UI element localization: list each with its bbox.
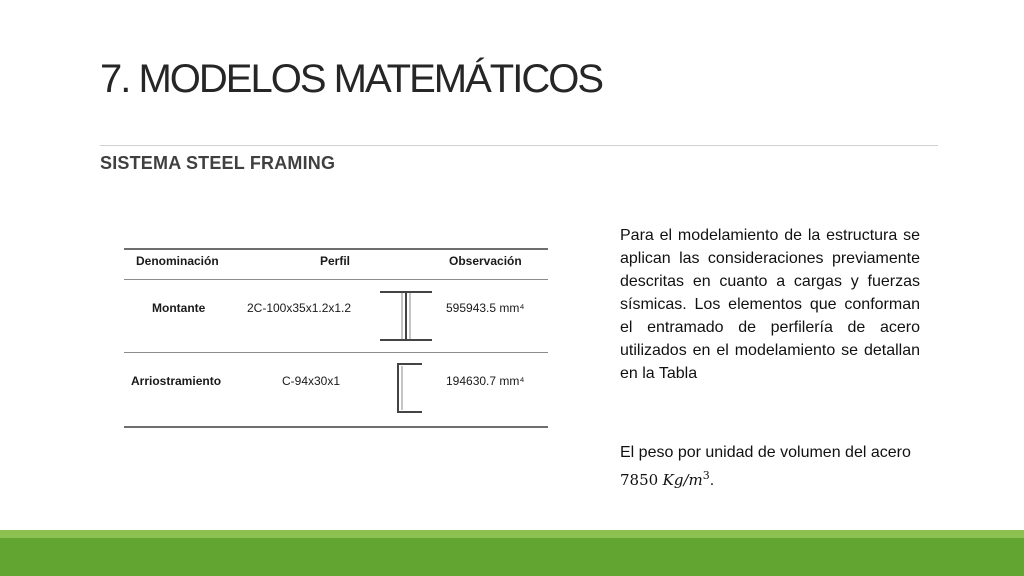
table-header-rule <box>124 279 548 280</box>
density-suffix: . <box>709 472 715 489</box>
table-cell-denominacion: Montante <box>152 301 206 315</box>
table-cell-observacion: 595943.5 mm⁴ <box>446 301 525 315</box>
table-header-denominacion: Denominación <box>136 254 219 268</box>
density-unit: Kg/m <box>662 471 703 489</box>
density-unit-exponent: 3 <box>702 469 710 482</box>
table-row-divider <box>124 352 548 353</box>
c-section-icon <box>392 362 426 416</box>
table-cell-perfil: 2C-100x35x1.2x1.2 <box>247 301 352 315</box>
title-divider <box>100 145 938 146</box>
description-paragraph: Para el modelamiento de la estructura se aplican las consideraciones previamente descritas en cuanto a cargas y fuerzas sísmicas. Los elementos que conforman el entramado de perfilería de acero utilizados en el modelamiento se detallan en la Tabla <box>620 227 920 382</box>
density-paragraph <box>620 441 920 492</box>
density-value: 7850 <box>620 471 659 489</box>
footer-band-light <box>0 530 1024 538</box>
slide-title: 7. MODELOS MATEMÁTICOS <box>100 57 602 101</box>
profiles-table <box>124 248 548 428</box>
table-cell-denominacion: Arriostramiento <box>131 374 222 388</box>
density-prefix: El peso por unidad de volumen del acero <box>620 444 911 461</box>
table-header-observacion: Observación <box>449 254 522 268</box>
double-c-section-icon <box>378 290 436 344</box>
footer-band-dark <box>0 538 1024 576</box>
slide-subtitle: SISTEMA STEEL FRAMING <box>100 153 336 173</box>
table-bottom-rule <box>124 426 548 428</box>
table-cell-perfil: C-94x30x1 <box>282 374 341 388</box>
table-header-perfil: Perfil <box>320 254 351 268</box>
table-top-rule <box>124 248 548 250</box>
table-cell-observacion: 194630.7 mm⁴ <box>446 374 525 388</box>
